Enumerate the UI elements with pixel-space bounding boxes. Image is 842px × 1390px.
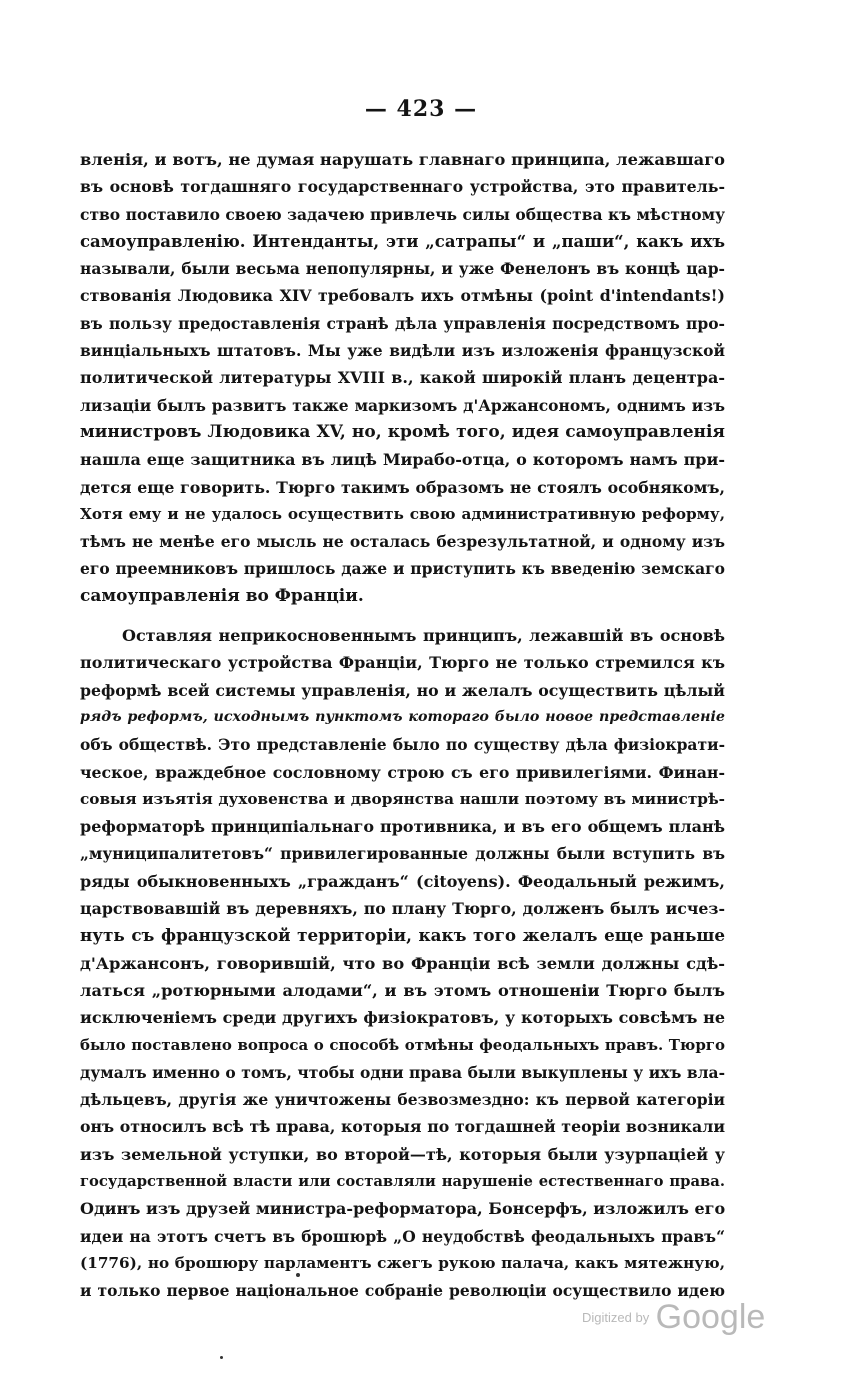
text-line: винціальныхъ штатовъ. Мы уже видѣли изъ изложенія французской xyxy=(80,341,725,361)
text-line: ческое, враждебное сословному строю съ его привилегіями. Финан- xyxy=(80,762,725,782)
text-line: ряды обыкновенныхъ „гражданъ“ (citoyens). Феодальный режимъ, xyxy=(80,871,725,891)
text-line: государственной власти или составляли нарушеніе естественнаго права. xyxy=(80,1172,725,1190)
text-line: было поставлено вопроса о способѣ отмѣны феодальныхъ правъ. Тюрго xyxy=(80,1035,725,1054)
watermark-prefix: Digitized by xyxy=(582,1310,650,1325)
text-line: царствовавшій въ деревняхъ, по плану Тюрго, долженъ былъ исчез- xyxy=(80,899,725,919)
ink-speck xyxy=(220,1356,223,1359)
text-line: совыя изъятія духовенства и дворянства нашли поэтому въ министрѣ- xyxy=(80,789,725,808)
text-line: вленія, и вотъ, не думая нарушать главнаго принципа, лежавшаго xyxy=(80,150,725,169)
text-line: (1776), но брошюру парламентъ сжегъ рукою палача, какъ мятежную, xyxy=(80,1253,725,1272)
text-line: его преемниковъ пришлось даже и приступить къ введенію земскаго xyxy=(80,559,725,579)
text-line: Хотя ему и не удалось осуществить свою административную реформу, xyxy=(80,504,725,523)
text-line: въ пользу предоставленія странѣ дѣла управленія посредствомъ про- xyxy=(80,313,725,333)
text-line: идеи на этотъ счетъ въ брошюрѣ „О неудобствѣ феодальныхъ правъ“ xyxy=(80,1226,725,1246)
text-line: самоуправленію. Интенданты, эти „сатрапы“ и „паши“, какъ ихъ xyxy=(80,231,725,251)
text-line: исключеніемъ среди другихъ физіократовъ, у которыхъ совсѣмъ не xyxy=(80,1008,725,1028)
text-line: называли, были весьма непопулярны, и уже Фенелонъ въ концѣ цар- xyxy=(80,259,725,279)
text-line: ствованія Людовика XIV требовалъ ихъ отмѣны (point d'intendants!) xyxy=(80,286,725,306)
digitized-by-google-watermark xyxy=(582,1298,765,1337)
text-line: дѣльцевъ, другія же уничтожены безвозмездно: къ первой категоріи xyxy=(80,1090,725,1110)
text-line: нашла еще защитника въ лицѣ Мирабо-отца, о которомъ намъ при- xyxy=(80,450,725,470)
text-line: латься „ротюрными алодами“, и въ этомъ отношеніи Тюрго былъ xyxy=(80,980,725,1000)
text-line: Одинъ изъ друзей министра-реформатора, Бонсерфъ, изложилъ его xyxy=(80,1199,725,1219)
text-line: реформѣ всей системы управленія, но и желалъ осуществить цѣлый xyxy=(80,680,725,700)
text-line: лизаціи былъ развитъ также маркизомъ д'Аржансономъ, однимъ изъ xyxy=(80,395,725,415)
text-line: Оставляя неприкосновеннымъ принципъ, лежавшій въ основѣ xyxy=(122,626,725,646)
text-line: ство поставило своею задачею привлечь силы общества къ мѣстному xyxy=(80,204,725,224)
body-text xyxy=(80,146,725,1304)
text-line: реформаторѣ принципіальнаго противника, и въ его общемъ планѣ xyxy=(80,817,725,837)
text-line: онъ относилъ всѣ тѣ права, которыя по тогдашней теоріи возникали xyxy=(80,1117,725,1137)
text-line: политическаго устройства Франціи, Тюрго не только стремился къ xyxy=(80,653,725,673)
text-line: самоуправленія во Франціи. xyxy=(80,585,364,606)
google-logo: Google xyxy=(655,1298,766,1336)
ink-speck xyxy=(296,1273,300,1277)
text-line: нуть съ французской территоріи, какъ того желалъ еще раньше xyxy=(80,925,725,946)
text-line: министровъ Людовика XV, но, кромѣ того, идея самоуправленія xyxy=(80,421,725,442)
paragraph-2 xyxy=(80,622,725,1304)
page-number: — 423 — xyxy=(364,96,478,122)
text-line: и только первое національное собраніе революціи осуществило идею xyxy=(80,1281,725,1301)
text-line: „муниципалитетовъ“ привилегированные должны были вступить въ xyxy=(80,844,725,864)
text-line: политической литературы XVIII в., какой широкій планъ децентра- xyxy=(80,368,725,388)
text-line: д'Аржансонъ, говорившій, что во Франціи всѣ земли должны сдѣ- xyxy=(80,953,725,973)
text-line: тѣмъ не менѣе его мысль не осталась безрезультатной, и одному изъ xyxy=(80,532,725,552)
text-line: думалъ именно о томъ, чтобы одни права были выкуплены у ихъ вла- xyxy=(80,1062,725,1082)
text-line: объ обществѣ. Это представленіе было по существу дѣла физіократи- xyxy=(80,735,725,755)
text-line: въ основѣ тогдашняго государственнаго устройства, это правитель- xyxy=(80,177,725,197)
text-line: дется еще говорить. Тюрго такимъ образомъ не стоялъ особнякомъ, xyxy=(80,477,725,497)
paragraph-1 xyxy=(80,146,725,610)
text-line: изъ земельной уступки, во второй—тѣ, которыя были узурпаціей у xyxy=(80,1144,725,1164)
text-line: рядъ реформъ, исходнымъ пунктомъ которагo было новое представленіе xyxy=(80,708,725,725)
